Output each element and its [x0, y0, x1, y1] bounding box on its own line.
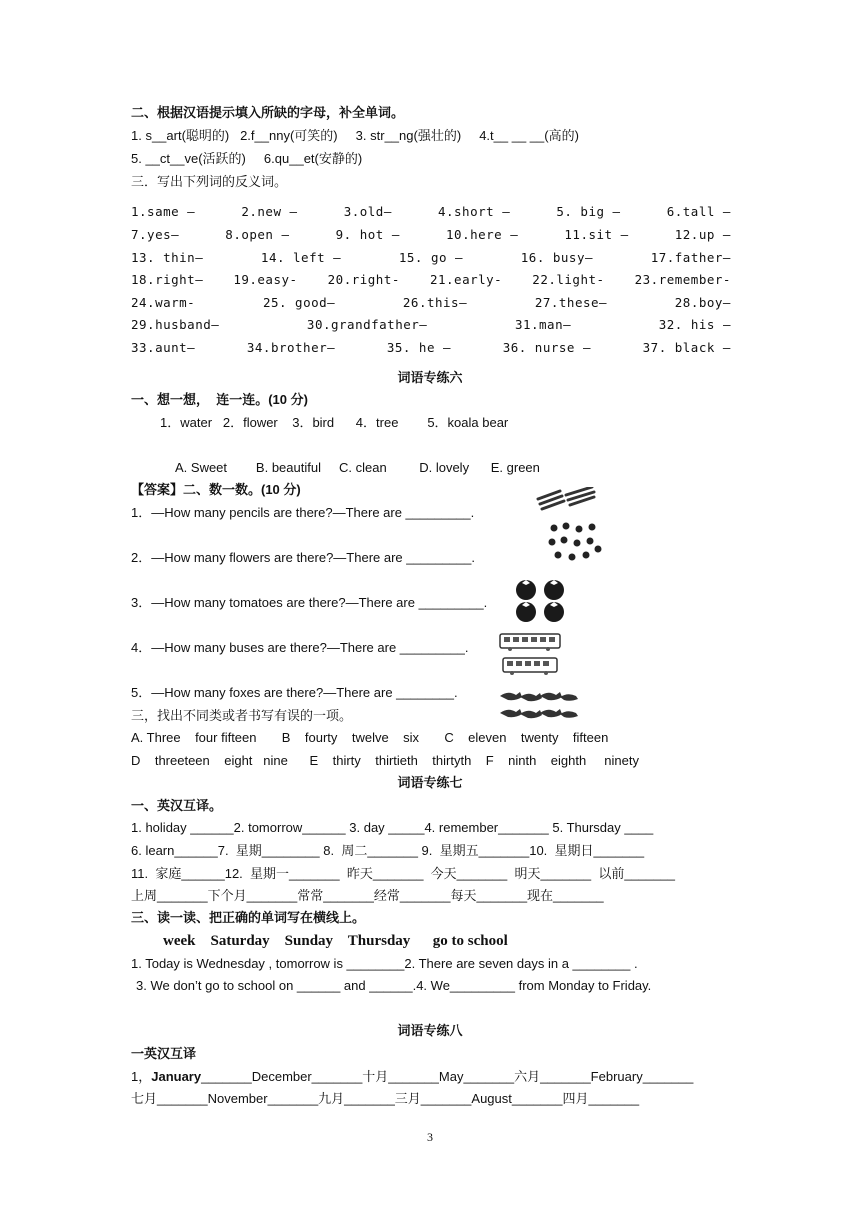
antonym-item: 9. hot — — [335, 227, 400, 242]
page-number: 3 — [427, 1130, 433, 1144]
title-6: 词语专练六 — [397, 370, 463, 385]
antonym-item: 15. go — — [398, 250, 464, 265]
antonym-row — [131, 226, 731, 244]
antonym-item: 1.same — — [131, 204, 196, 219]
count-question-3: 3．—How many tomatoes are there?—There are _________. — [131, 595, 488, 610]
count-question-2: 2．—How many flowers are there?—There are _________. — [131, 550, 475, 565]
month-line-1 — [131, 1068, 693, 1086]
fill-line-2: 3. We don’t go to school on ______ and ______.4. We_________ from Monday to Friday. — [136, 978, 652, 993]
antonym-item: 36. nurse — — [502, 340, 591, 355]
foxes-image — [498, 688, 580, 724]
section7-3-heading: 三、读一读、把正确的单词写在横线上。 — [131, 910, 366, 925]
antonym-item: 16. busy— — [520, 250, 594, 265]
count-question-4: 4．—How many buses are there?—There are _________. — [131, 640, 469, 655]
section2-line-2: 5. __ct__ve(活跃的) 6.qu__et(安静的) — [131, 151, 363, 166]
flowers-image — [546, 522, 602, 564]
odd-one-out-line-1: A. Three four fifteen B fourty twelve six C eleven twenty fifteen — [131, 730, 609, 745]
translation-line-3: 11. 家庭______12. 星期一_______ 昨天_______ 今天_______ 明天_______ 以前_______ — [131, 866, 675, 881]
translation-line-1: 1. holiday ______2. tomorrow______ 3. day _____4. remember_______ 5. Thursday ____ — [131, 820, 654, 835]
antonym-item: 21.early- — [429, 272, 503, 287]
antonym-item: 34.brother— — [246, 340, 336, 355]
antonym-item: 33.aunt— — [131, 340, 196, 355]
antonym-item: 18.right— — [131, 272, 204, 287]
odd-one-out-line-2: D threeteen eight nine E thirty thirtieth thirtyth F ninth eighth ninety — [131, 753, 639, 768]
january-word: January — [151, 1069, 202, 1084]
section7-1-heading: 一、英汉互译。 — [131, 798, 223, 813]
antonym-item: 37. black — — [642, 340, 731, 355]
antonym-row — [131, 294, 731, 312]
antonym-row — [131, 249, 731, 267]
antonym-item: 26.this— — [402, 295, 468, 310]
buses-image — [498, 632, 564, 676]
match-words: 1．water 2．flower 3．bird 4．tree 5．koala bear — [160, 415, 509, 430]
antonym-item: 31.man— — [514, 317, 572, 332]
month-line-1-prefix: 1， — [131, 1069, 152, 1084]
antonym-item: 4.short — — [437, 204, 511, 219]
antonym-item: 3.old— — [343, 204, 392, 219]
fill-line-1: 1. Today is Wednesday , tomorrow is ________2. There are seven days in a ________ . — [131, 956, 638, 971]
antonym-item: 22.light- — [532, 272, 605, 287]
antonym-item: 28.boy— — [674, 295, 731, 310]
translation-line-2: 6. learn______7. 星期________ 8. 周二_______ 9. 星期五_______10. 星期日_______ — [131, 843, 645, 858]
tomatoes-image — [514, 578, 570, 624]
antonym-item: 20.right- — [327, 272, 400, 287]
word-bank: week Saturday Sunday Thursday go to school — [163, 933, 508, 949]
translation-line-4: 上周_______下个月_______常常_______经常_______每天_______现在_______ — [131, 888, 604, 903]
title-7: 词语专练七 — [397, 775, 463, 790]
section6-1-heading: 一、想一想， 连一连。(10 分) — [131, 392, 308, 407]
antonym-item: 32. his — — [658, 317, 731, 332]
antonym-item: 24.warm- — [131, 295, 196, 310]
antonym-item: 7.yes— — [131, 227, 180, 242]
antonym-item: 25. good— — [262, 295, 336, 310]
antonym-row — [131, 316, 731, 334]
match-options: A. Sweet B. beautiful C. clean D. lovely E. green — [175, 460, 540, 475]
section2-heading: 二、根据汉语提示填入所缺的字母，补全单词。 — [131, 105, 405, 120]
antonym-row — [131, 271, 731, 289]
antonym-item: 11.sit — — [564, 227, 629, 242]
section6-3-heading: 三，找出不同类或者书写有误的一项。 — [131, 708, 353, 723]
section8-heading: 一英汉互译 — [131, 1046, 197, 1061]
antonym-item: 30.grandfather— — [306, 317, 428, 332]
count-question-5: 5．—How many foxes are there?—There are ________. — [131, 685, 458, 700]
antonym-item: 8.open — — [225, 227, 290, 242]
title-8: 词语专练八 — [397, 1023, 463, 1038]
pencils-image — [534, 487, 596, 513]
section6-2-heading: 【答案】二、数一数。(10 分) — [131, 482, 301, 497]
antonym-item: 5. big — — [556, 204, 621, 219]
antonym-item: 6.tall — — [666, 204, 731, 219]
antonym-item: 19.easy- — [233, 272, 298, 287]
antonym-row — [131, 339, 731, 357]
antonym-item: 12.up — — [674, 227, 731, 242]
antonym-item: 2.new — — [241, 204, 298, 219]
antonym-item: 10.here — — [446, 227, 519, 242]
antonym-item: 35. he — — [386, 340, 452, 355]
count-question-1: 1．—How many pencils are there?—There are _________. — [131, 505, 475, 520]
antonym-row — [131, 203, 731, 221]
antonym-item: 14. left — — [260, 250, 342, 265]
month-line-2: 七月_______November_______九月_______三月_______August_______四月_______ — [131, 1091, 640, 1106]
section2-line-1: 1. s__art(聪明的) 2.f__nny(可笑的) 3. str__ng(强壮的) 4.t__ __ __(高的) — [131, 128, 579, 143]
antonym-item: 27.these— — [534, 295, 608, 310]
antonym-item: 23.remember- — [634, 272, 731, 287]
section3-heading: 三．写出下列词的反义词。 — [131, 174, 288, 189]
month-line-1-rest: _______December_______十月_______May_______六月_______February_______ — [201, 1069, 694, 1084]
antonym-item: 13. thin— — [131, 250, 204, 265]
antonym-item: 29.husband— — [131, 317, 220, 332]
antonym-item: 17.father— — [650, 250, 731, 265]
